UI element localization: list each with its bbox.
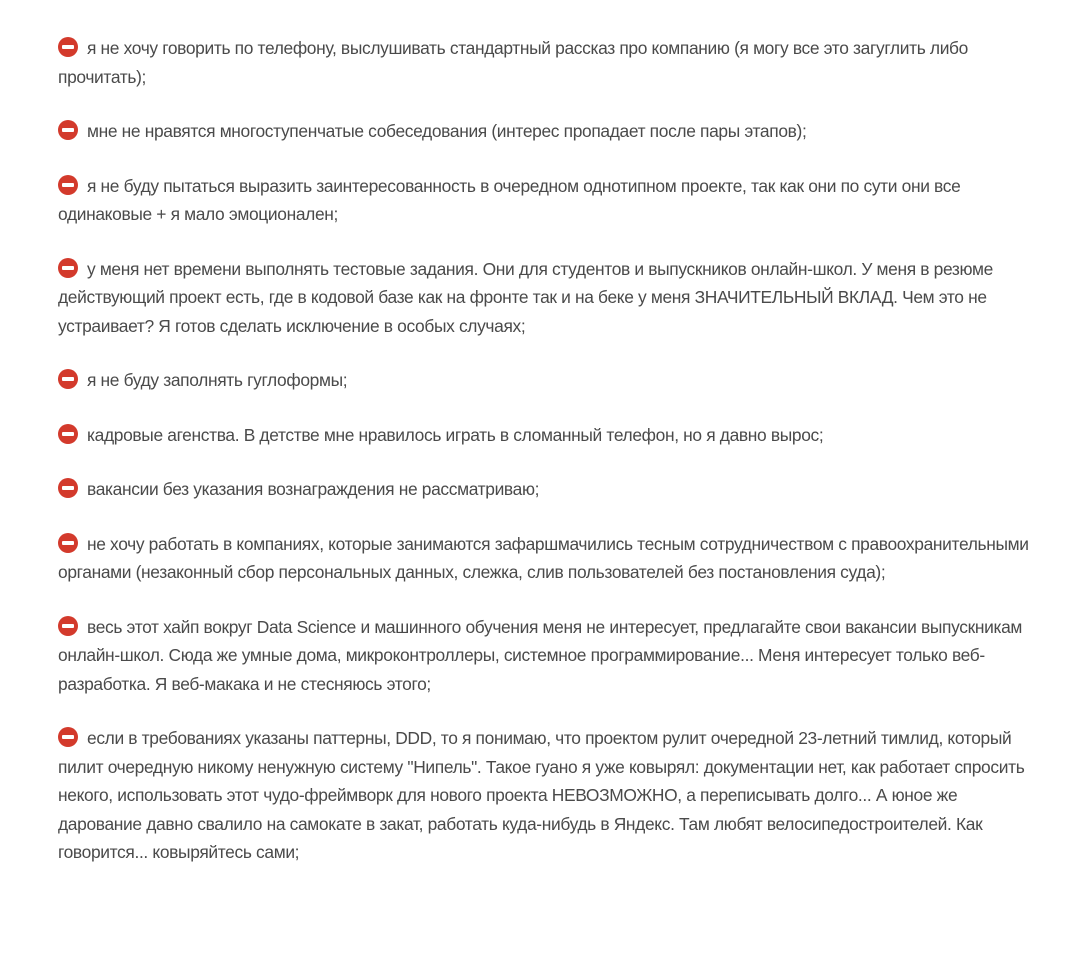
list-item-text: я не буду заполнять гуглоформы; xyxy=(87,370,348,390)
list-item-text: не хочу работать в компаниях, которые занимаются зафаршмачились тесным сотрудничеством с правоохранительными органами (незаконный сбор персональных данных, слежка, слив пользователей без постановления суда); xyxy=(58,533,1029,582)
list-item xyxy=(58,421,1030,450)
list-item-text: весь этот хайп вокруг Data Science и машинного обучения меня не интересует, предлагайте свои вакансии выпускникам онлайн-школ. Сюда же умные дома, микроконтроллеры, системное программирование... Меня интересует только веб-разработка. Я веб-макака и не стесняюсь этого; xyxy=(58,616,1023,694)
list-item xyxy=(58,117,1030,146)
no-entry-icon xyxy=(58,478,78,498)
list-item-text: я не буду пытаться выразить заинтересованность в очередном однотипном проекте, так как они по сути они все одинаковые + я мало эмоционален; xyxy=(58,175,961,224)
list-item xyxy=(58,530,1030,587)
list-item xyxy=(58,613,1030,699)
list-item-text: я не хочу говорить по телефону, выслушивать стандартный рассказ про компанию (я могу все это загуглить либо прочитать); xyxy=(58,38,968,87)
list-item xyxy=(58,172,1030,229)
list-item-text: мне не нравятся многоступенчатые собеседования (интерес пропадает после пары этапов); xyxy=(87,121,807,141)
document-body xyxy=(58,34,1030,893)
no-entry-icon xyxy=(58,533,78,553)
list-item xyxy=(58,34,1030,91)
no-entry-icon xyxy=(58,616,78,636)
no-entry-icon xyxy=(58,258,78,278)
no-entry-icon xyxy=(58,369,78,389)
no-entry-icon xyxy=(58,424,78,444)
list-item xyxy=(58,475,1030,504)
list-item xyxy=(58,366,1030,395)
no-entry-icon xyxy=(58,120,78,140)
list-item-text: вакансии без указания вознаграждения не рассматриваю; xyxy=(87,479,540,499)
no-entry-icon xyxy=(58,175,78,195)
no-entry-icon xyxy=(58,37,78,57)
list-item-text: если в требованиях указаны паттерны, DDD, то я понимаю, что проектом рулит очередной 23-летний тимлид, который пилит очередную никому ненужную систему "Нипель". Такое гуано я уже ковырял: документации нет, как работает спросить некого, использовать этот чудо-фреймворк для нового проекта НЕВОЗМОЖНО, а переписывать долго... А юное же дарование давно свалило на самокате в закат, работать куда-нибудь в Яндекс. Там любят велосипедостроителей. Как говорится... ковыряйтесь сами; xyxy=(58,728,1025,862)
list-item-text: кадровые агенства. В детстве мне нравилось играть в сломанный телефон, но я давно вырос; xyxy=(87,424,824,445)
list-item xyxy=(58,724,1030,867)
no-entry-icon xyxy=(58,727,78,747)
list-item-text: у меня нет времени выполнять тестовые задания. Они для студентов и выпускников онлайн-школ. У меня в резюме действующий проект есть, где в кодовой базе как на фронте так и на беке у меня ЗНАЧИТЕЛЬНЫЙ ВКЛАД. Чем это не устраивает? Я готов сделать исключение в особых случаях; xyxy=(58,258,993,336)
list-item xyxy=(58,255,1030,341)
